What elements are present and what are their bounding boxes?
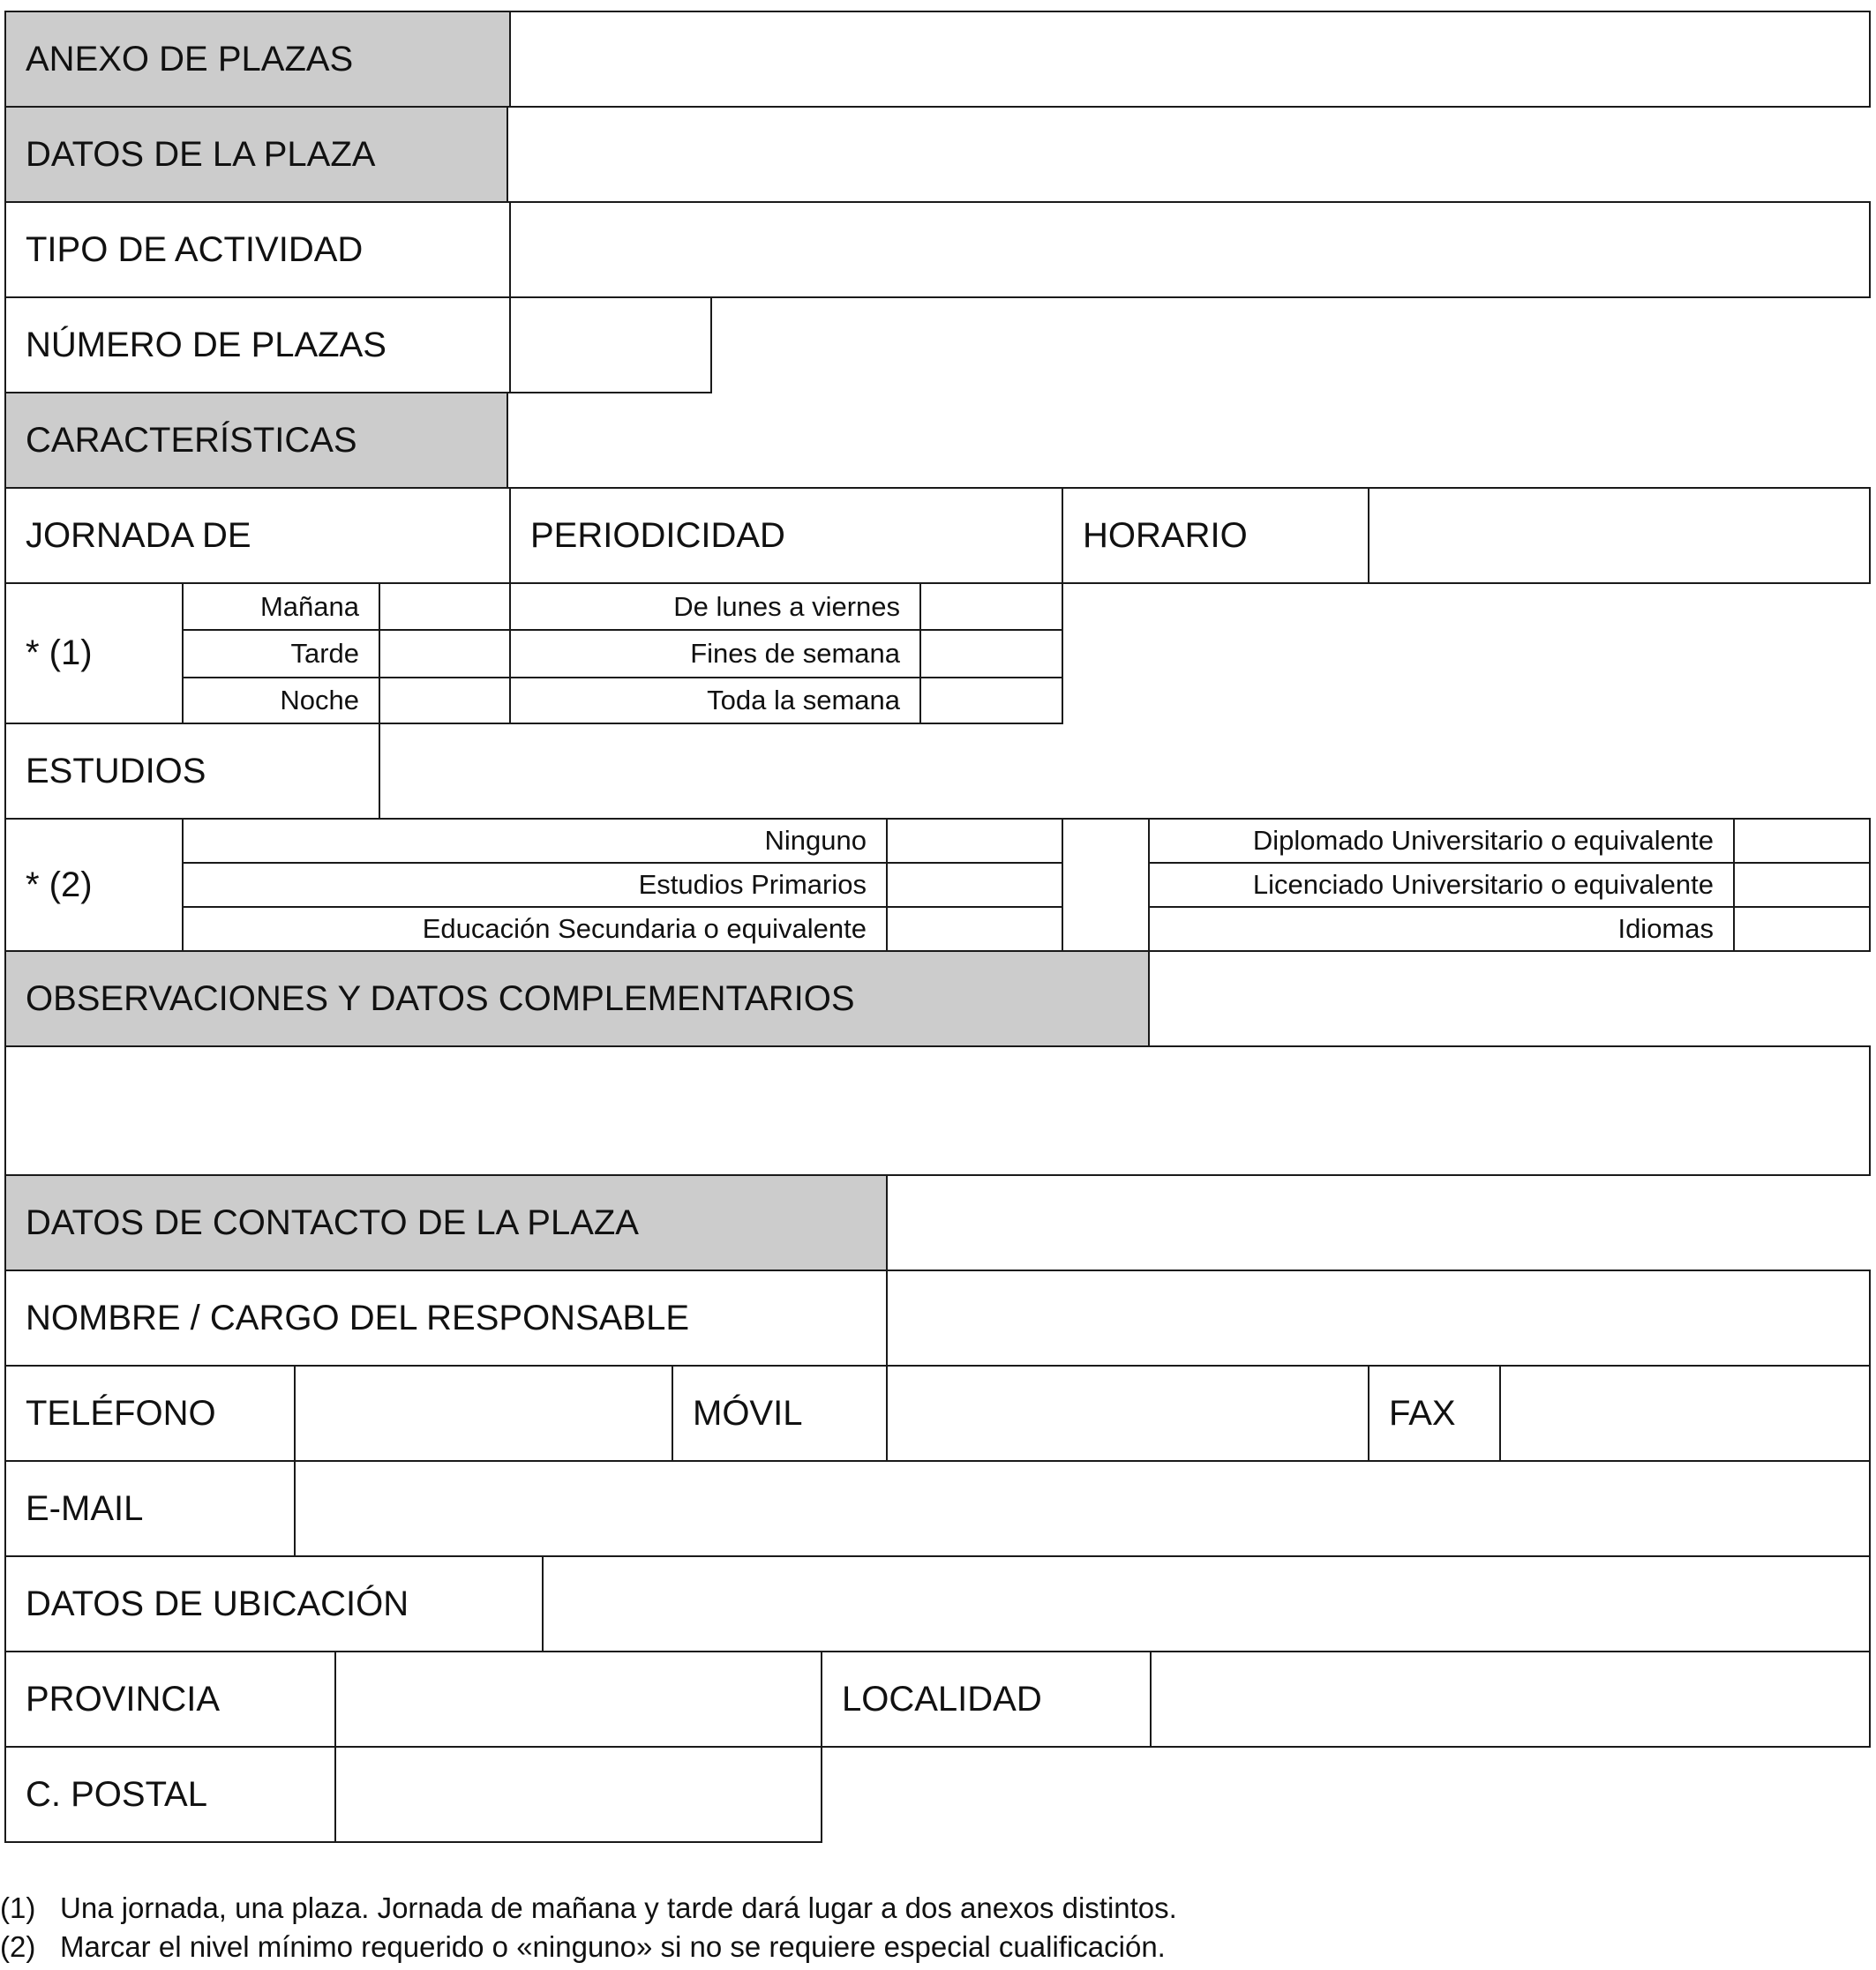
datos-ubicacion-label: DATOS DE UBICACIÓN [4,1555,544,1652]
fax-field[interactable] [1499,1365,1871,1462]
nombre-cargo-label: NOMBRE / CARGO DEL RESPONSABLE [4,1270,888,1367]
caracteristicas-header: CARACTERÍSTICAS [4,392,508,489]
estudios-checkbox-ninguno[interactable] [886,818,1063,864]
jornada-option-noche: Noche [182,677,380,724]
datos-contacto-header: DATOS DE CONTACTO DE LA PLAZA [4,1174,888,1271]
footnote-1-text: Una jornada, una plaza. Jornada de mañana y tarde dará lugar a dos anexos distintos. [60,1891,1177,1924]
estudios-option-primarios: Estudios Primarios [182,862,888,908]
estudios-checkbox-diplomado[interactable] [1733,818,1871,864]
tipo-de-actividad-label: TIPO DE ACTIVIDAD [4,201,511,298]
jornada-option-tarde: Tarde [182,629,380,678]
c-postal-label: C. POSTAL [4,1746,336,1843]
estudios-option-licenciado: Licenciado Universitario o equivalente [1148,862,1735,908]
periodicidad-checkbox-fines-semana[interactable] [919,629,1063,678]
jornada-checkbox-manana[interactable] [379,582,511,631]
estudios-option-diplomado: Diplomado Universitario o equivalente [1148,818,1735,864]
estudios-option-ninguno: Ninguno [182,818,888,864]
estudios-checkbox-secundaria[interactable] [886,906,1063,952]
periodicidad-option-lunes-viernes: De lunes a viernes [509,582,921,631]
estudios-option-secundaria: Educación Secundaria o equivalente [182,906,888,952]
estudios-option-idiomas: Idiomas [1148,906,1735,952]
periodicidad-checkbox-lunes-viernes[interactable] [919,582,1063,631]
anexo-de-plazas-field[interactable] [509,11,1871,108]
c-postal-field[interactable] [334,1746,822,1843]
footnote-1-number: (1) [0,1891,36,1924]
periodicidad-checkbox-toda-semana[interactable] [919,677,1063,724]
footnote-2-text: Marcar el nivel mínimo requerido o «ninguno» si no se requiere especial cualificación. [60,1930,1166,1963]
observaciones-field[interactable] [4,1045,1871,1176]
horario-field[interactable] [1368,487,1871,584]
email-field[interactable] [294,1460,1871,1557]
localidad-field[interactable] [1150,1651,1871,1748]
estudios-marker: * (2) [4,818,184,952]
horario-label: HORARIO [1062,487,1369,584]
jornada-option-manana: Mañana [182,582,380,631]
email-label: E-MAIL [4,1460,296,1557]
datos-de-la-plaza-header: DATOS DE LA PLAZA [4,106,508,203]
periodicidad-label: PERIODICIDAD [509,487,1063,584]
estudios-label: ESTUDIOS [4,723,380,820]
footnote-1 [0,1891,1177,1925]
telefono-label: TELÉFONO [4,1365,296,1462]
movil-field[interactable] [886,1365,1369,1462]
footnote-2 [0,1930,1166,1964]
datos-ubicacion-field[interactable] [542,1555,1871,1652]
numero-de-plazas-label: NÚMERO DE PLAZAS [4,296,511,393]
periodicidad-option-toda-semana: Toda la semana [509,677,921,724]
telefono-field[interactable] [294,1365,673,1462]
estudios-checkbox-licenciado[interactable] [1733,862,1871,908]
footnote-2-number: (2) [0,1930,36,1963]
numero-de-plazas-field[interactable] [509,296,712,393]
tipo-de-actividad-field[interactable] [509,201,1871,298]
observaciones-header: OBSERVACIONES Y DATOS COMPLEMENTARIOS [4,950,1150,1047]
nombre-cargo-field[interactable] [886,1270,1871,1367]
estudios-gap-cell [1062,818,1150,952]
jornada-marker: * (1) [4,582,184,724]
movil-label: MÓVIL [672,1365,888,1462]
jornada-de-label: JORNADA DE [4,487,511,584]
jornada-checkbox-noche[interactable] [379,677,511,724]
provincia-field[interactable] [334,1651,822,1748]
estudios-checkbox-primarios[interactable] [886,862,1063,908]
provincia-label: PROVINCIA [4,1651,336,1748]
estudios-checkbox-idiomas[interactable] [1733,906,1871,952]
anexo-de-plazas-label: ANEXO DE PLAZAS [4,11,511,108]
localidad-label: LOCALIDAD [821,1651,1152,1748]
periodicidad-option-fines-semana: Fines de semana [509,629,921,678]
jornada-checkbox-tarde[interactable] [379,629,511,678]
fax-label: FAX [1368,1365,1501,1462]
